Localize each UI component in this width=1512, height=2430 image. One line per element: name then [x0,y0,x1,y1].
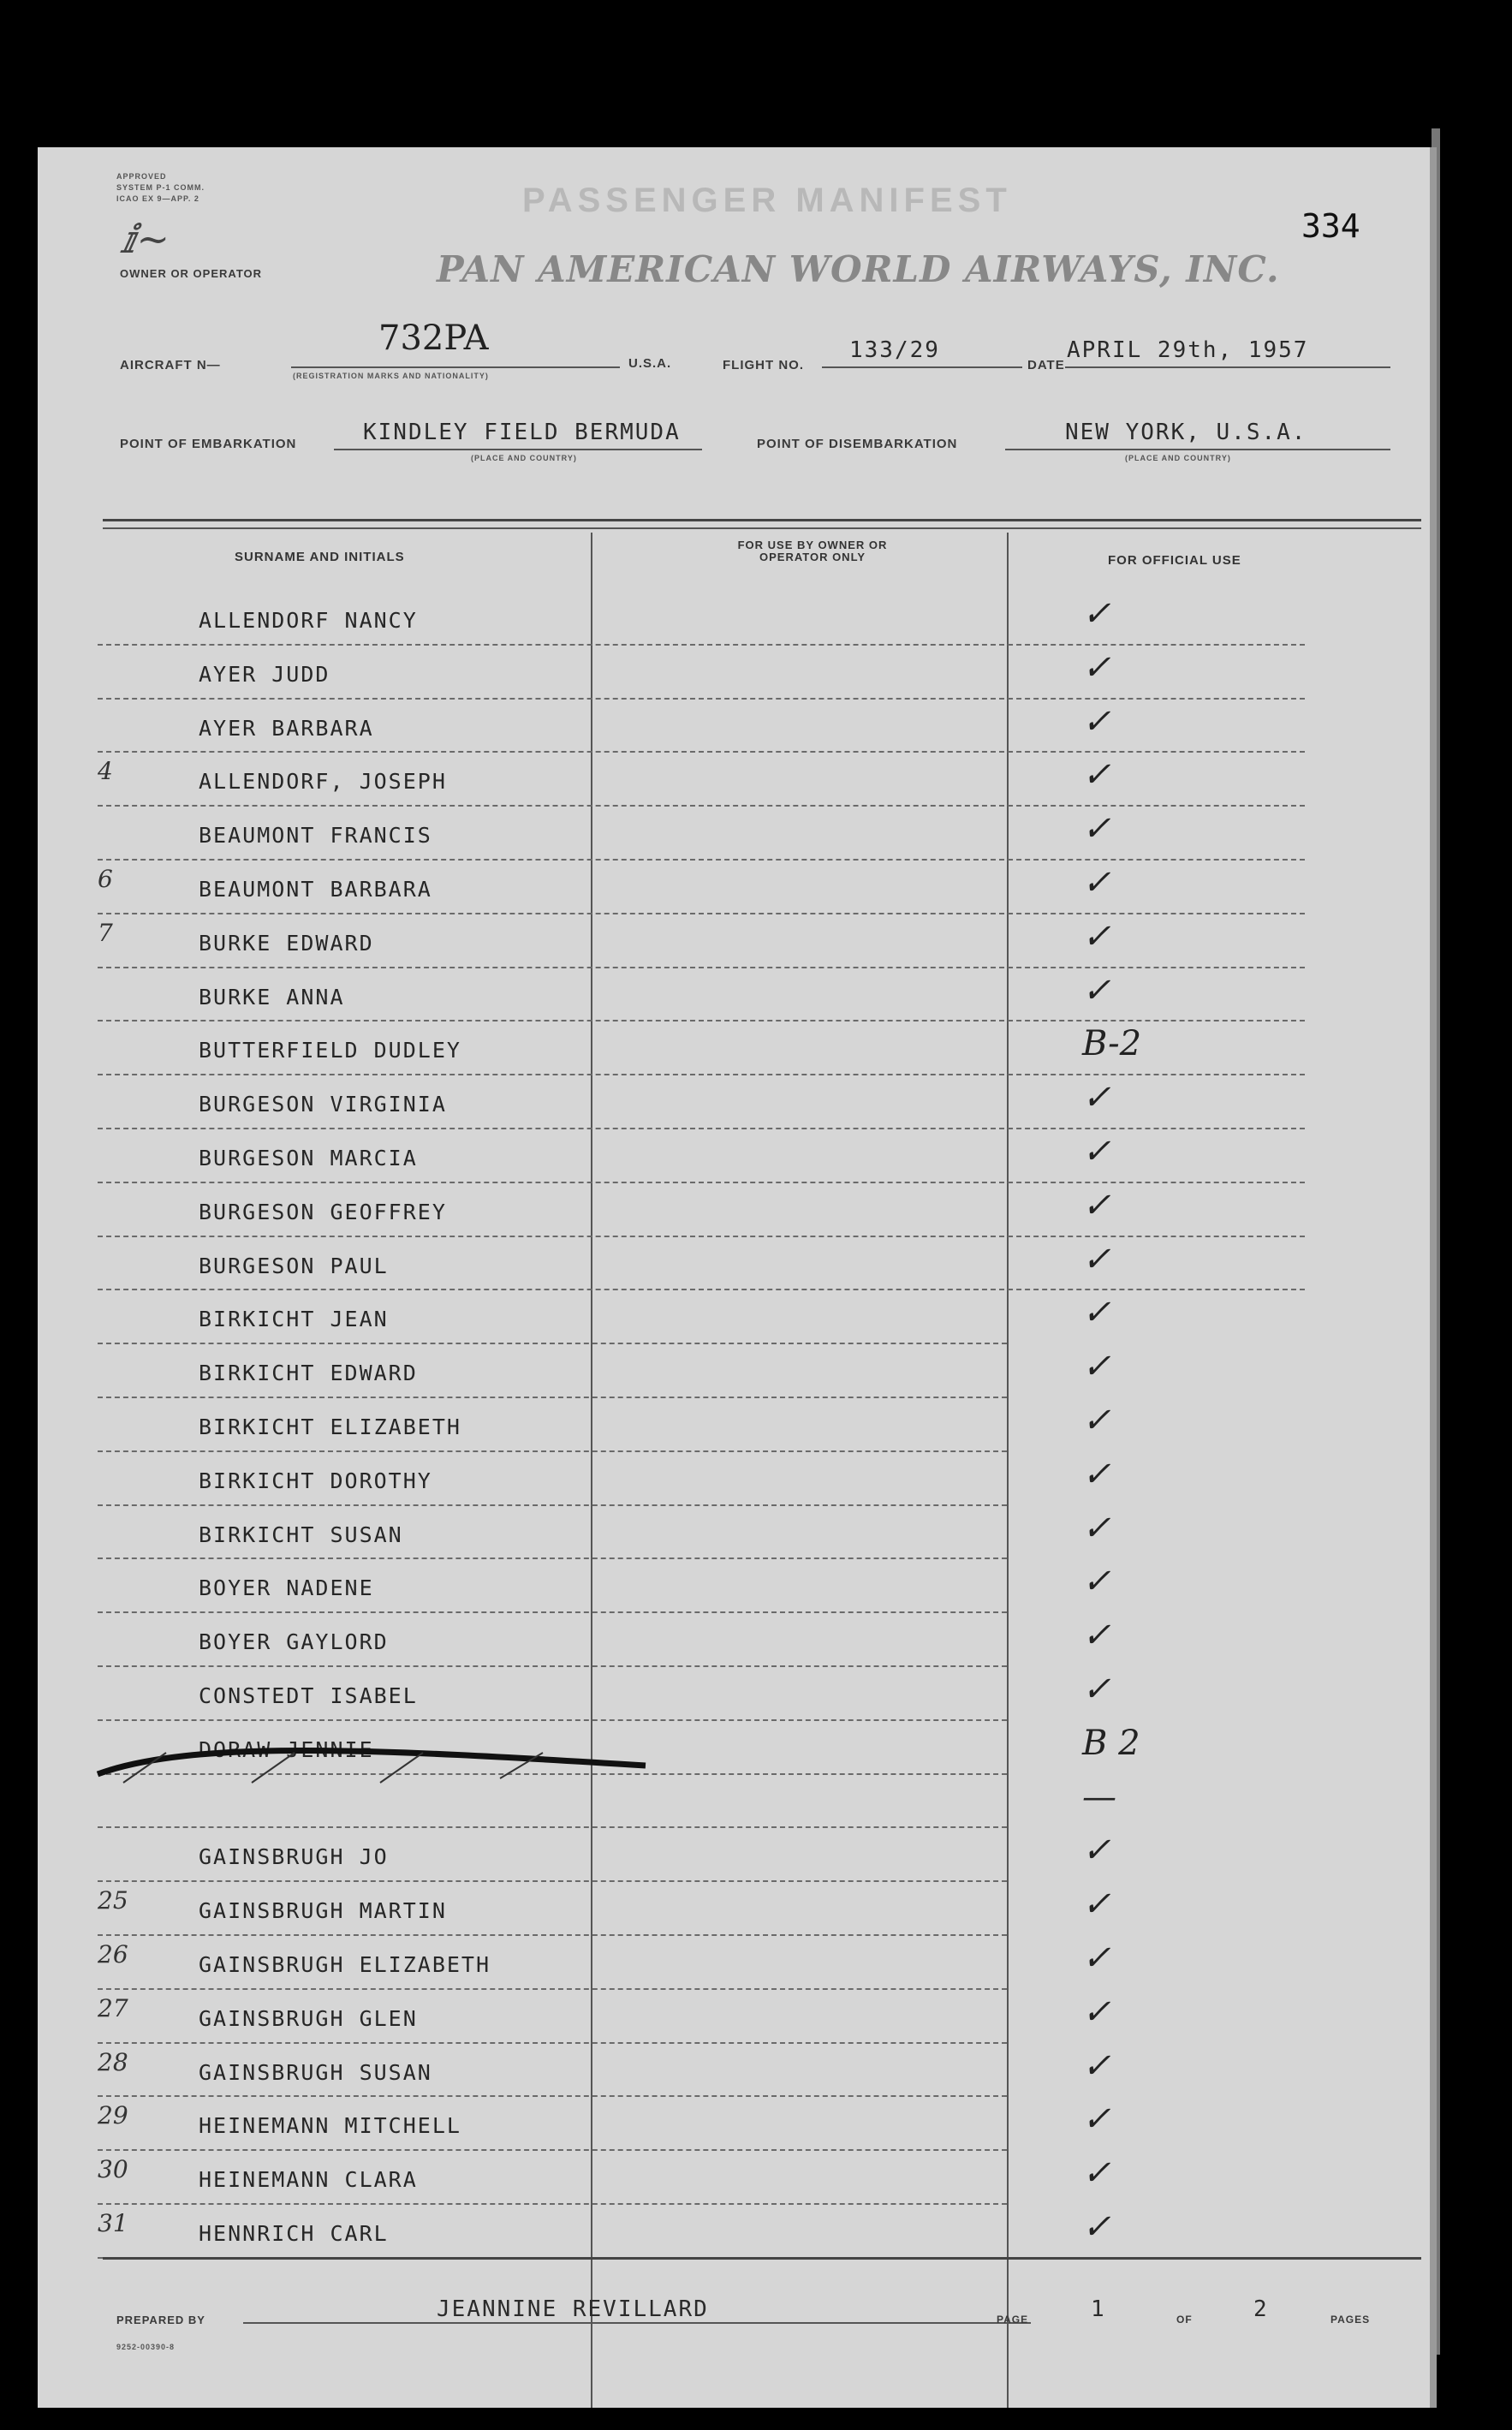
disembark-value: NEW YORK, U.S.A. [1065,420,1307,445]
official-check-mark: ✓ [1082,1885,1111,1925]
stamp-line: ICAO EX 9—APP. 2 [116,194,199,203]
flight-value: 133/29 [849,337,940,363]
row-rule [98,2203,1007,2205]
official-check-mark: B 2 [1082,1723,1140,1763]
passenger-name: BIRKICHT DOROTHY [199,1468,432,1493]
official-check-mark: ✓ [1082,1508,1111,1548]
stamp-line: APPROVED [116,172,167,181]
official-check-mark: ✓ [1082,1616,1111,1656]
passenger-name: BURGESON GEOFFREY [199,1199,447,1224]
table-row [98,1130,1313,1184]
prepared-underline [243,2322,1031,2324]
official-check-mark: ✓ [1082,1239,1111,1279]
embark-value: KINDLEY FIELD BERMUDA [363,420,681,445]
row-number: 26 [98,1940,128,1968]
row-number: 25 [98,1886,128,1915]
column-header-official-use: FOR OFFICIAL USE [1108,553,1241,568]
passenger-name: HEINEMANN MITCHELL [199,2113,461,2139]
passenger-name: BIRKICHT ELIZABETH [199,1415,461,1439]
page-label: PAGE [997,2314,1029,2326]
official-check-mark: ✓ [1082,1401,1111,1440]
official-check-mark: ✓ [1082,1185,1111,1225]
row-rule [98,1289,1305,1290]
table-row [98,2152,1313,2206]
row-rule [98,2095,1007,2097]
table-row [98,1238,1313,1292]
table-row [98,1022,1313,1076]
row-rule [98,2042,1007,2044]
disembark-note: (PLACE AND COUNTRY) [1125,454,1231,462]
aircraft-value: 732PA [378,319,489,358]
official-check-mark: ✓ [1082,1992,1111,2032]
row-number: 6 [98,865,113,893]
passenger-name: BURKE EDWARD [199,930,374,956]
prepared-label: PREPARED BY [116,2314,205,2326]
official-check-mark: ✓ [1082,1939,1111,1978]
prepared-value: JEANNINE REVILLARD [437,2296,709,2322]
row-number: 30 [98,2155,128,2184]
passenger-name: BUTTERFIELD DUDLEY [199,1038,461,1063]
official-check-mark: ✓ [1082,755,1111,795]
official-check-mark: ✓ [1082,970,1111,1010]
official-check-mark: ✓ [1082,1078,1111,1118]
passenger-name: BOYER GAYLORD [199,1629,389,1655]
row-rule [98,644,1305,646]
passenger-name: BURKE ANNA [199,984,345,1010]
flight-label: FLIGHT NO. [723,358,804,372]
column-header-owner-use: FOR USE BY OWNER OR OPERATOR ONLY [737,539,888,563]
row-rule [98,751,1305,753]
passenger-name: GAINSBRUGH ELIZABETH [199,1952,491,1977]
passenger-name: BIRKICHT EDWARD [199,1361,418,1386]
table-row [98,1399,1313,1453]
row-rule [98,1557,1007,1559]
aircraft-label: AIRCRAFT N— [120,358,221,372]
row-rule [98,805,1305,807]
date-value: APRIL 29th, 1957 [1067,337,1309,363]
table-row [98,1453,1313,1507]
aircraft-underline [291,366,620,368]
owner-label: OWNER OR OPERATOR [120,267,263,280]
official-check-mark: ✓ [1082,1347,1111,1387]
row-rule [98,1128,1305,1129]
passenger-name: GAINSBRUGH SUSAN [199,2059,432,2085]
table-row [98,1614,1313,1668]
footer-rule [103,2257,1421,2260]
table-row [98,1991,1313,2045]
company-name: PAN AMERICAN WORLD AIRWAYS, INC. [437,248,1280,290]
official-check-mark: ✓ [1082,1670,1111,1709]
stamp-line: SYSTEM P-1 COMM. [116,183,205,192]
disembark-label: POINT OF DISEMBARKATION [757,437,958,451]
row-rule [98,1988,1007,1990]
row-rule [98,1236,1305,1237]
embark-label: POINT OF EMBARKATION [120,437,297,451]
passenger-name: BIRKICHT SUSAN [199,1522,403,1547]
official-check-mark: ✓ [1082,1293,1111,1333]
passenger-name: GAINSBRUGH JO [199,1844,389,1870]
passenger-name: ALLENDORF NANCY [199,608,418,633]
form-code: 9252-00390-8 [116,2343,176,2351]
row-rule [98,2149,1007,2151]
page-value: 1 [1091,2296,1106,2322]
row-rule [98,1397,1007,1398]
table-row [98,753,1313,807]
embark-underline [334,449,702,450]
row-rule [98,1611,1007,1613]
passenger-name: BOYER NADENE [199,1575,374,1601]
table-row [98,2045,1313,2099]
official-check-mark: ✓ [1082,2153,1111,2194]
registration-note: (REGISTRATION MARKS AND NATIONALITY) [293,372,489,380]
date-underline [1065,366,1390,368]
table-row [98,2206,1313,2260]
embark-note: (PLACE AND COUNTRY) [471,454,577,462]
table-row [98,1076,1313,1130]
row-number: 4 [98,757,113,786]
approval-stamp [116,171,205,205]
table-row [98,1184,1313,1238]
table-row [98,1937,1313,1991]
official-check-mark: ✓ [1082,863,1111,902]
disembark-underline [1005,449,1390,450]
row-rule [98,1182,1305,1183]
strike-through-mark [89,1731,654,1800]
initials-scribble: ⅈ~ [122,216,170,262]
table-row [98,1507,1313,1561]
passenger-name: GAINSBRUGH MARTIN [199,1898,447,1924]
row-rule [98,1880,1007,1882]
official-check-mark: ✓ [1082,916,1111,956]
row-rule [98,1504,1007,1506]
of-value: 2 [1253,2296,1269,2322]
row-rule [98,967,1305,968]
row-rule [98,1934,1007,1936]
passenger-name: AYER BARBARA [199,715,374,741]
official-check-mark: ✓ [1082,2099,1111,2140]
row-number: 7 [98,918,113,947]
passenger-name: BIRKICHT JEAN [199,1307,389,1332]
table-row [98,861,1313,915]
row-rule [98,1020,1305,1021]
passenger-name: BURGESON PAUL [199,1253,389,1278]
table-row [98,807,1313,861]
passenger-name: DORAW JENNIE [199,1736,374,1762]
row-rule [98,1343,1007,1344]
page-title: PASSENGER MANIFEST [522,182,1012,219]
pages-label: PAGES [1330,2314,1371,2326]
page-number: 334 [1301,207,1360,245]
row-number: 28 [98,2047,128,2076]
official-check-mark: ✓ [1082,594,1111,634]
passenger-name: BURGESON MARCIA [199,1146,418,1170]
passenger-name: ALLENDORF, JOSEPH [199,769,447,795]
table-row [98,1291,1313,1345]
row-rule [98,1826,1007,1828]
table-row [98,2098,1313,2152]
row-rule [98,859,1305,861]
official-check-mark: ✓ [1082,1831,1111,1871]
table-row [98,646,1313,700]
passenger-name: AYER JUDD [199,661,330,687]
row-rule [98,913,1305,914]
official-check-mark: ✓ [1082,809,1111,849]
manifest-sheet [38,147,1437,2408]
passenger-name: GAINSBRUGH GLEN [199,2005,418,2031]
official-check-mark: ✓ [1082,647,1111,688]
official-check-mark: ✓ [1082,2207,1111,2247]
passenger-name: CONSTEDT ISABEL [199,1683,418,1708]
row-number: 29 [98,2101,128,2130]
table-row [98,593,1313,646]
usa-label: U.S.A. [628,356,672,371]
row-rule [98,1665,1007,1667]
passenger-name: BEAUMONT FRANCIS [199,823,432,849]
official-check-mark: — [1082,1777,1116,1817]
row-number: 27 [98,1993,128,2022]
table-row [98,700,1313,754]
official-check-mark: ✓ [1082,1562,1111,1602]
official-check-mark: ✓ [1082,701,1111,742]
official-check-mark: B-2 [1082,1024,1142,1064]
column-header-surname: SURNAME AND INITIALS [235,550,405,564]
date-label: DATE [1027,358,1065,372]
table-row [98,1345,1313,1399]
table-row [98,969,1313,1023]
table-row [98,1829,1313,1883]
of-label: OF [1176,2314,1193,2326]
row-rule [98,1719,1007,1721]
table-top-rule [103,519,1421,521]
official-check-mark: ✓ [1082,1454,1111,1494]
row-number: 31 [98,2209,128,2237]
table-row [98,1560,1313,1614]
passenger-name: BEAUMONT BARBARA [199,877,432,902]
passenger-name: HEINEMANN CLARA [199,2167,418,2193]
table-top-rule-2 [103,527,1421,529]
passenger-name: HENNRICH CARL [199,2221,389,2246]
row-rule [98,1450,1007,1452]
table-row [98,915,1313,969]
table-row [98,1668,1313,1722]
row-rule [98,698,1305,700]
table-row [98,1883,1313,1937]
official-check-mark: ✓ [1082,2046,1111,2086]
row-rule [98,1074,1305,1075]
flight-underline [822,366,1022,368]
official-check-mark: ✓ [1082,1132,1111,1171]
passenger-name: BURGESON VIRGINIA [199,1092,447,1117]
